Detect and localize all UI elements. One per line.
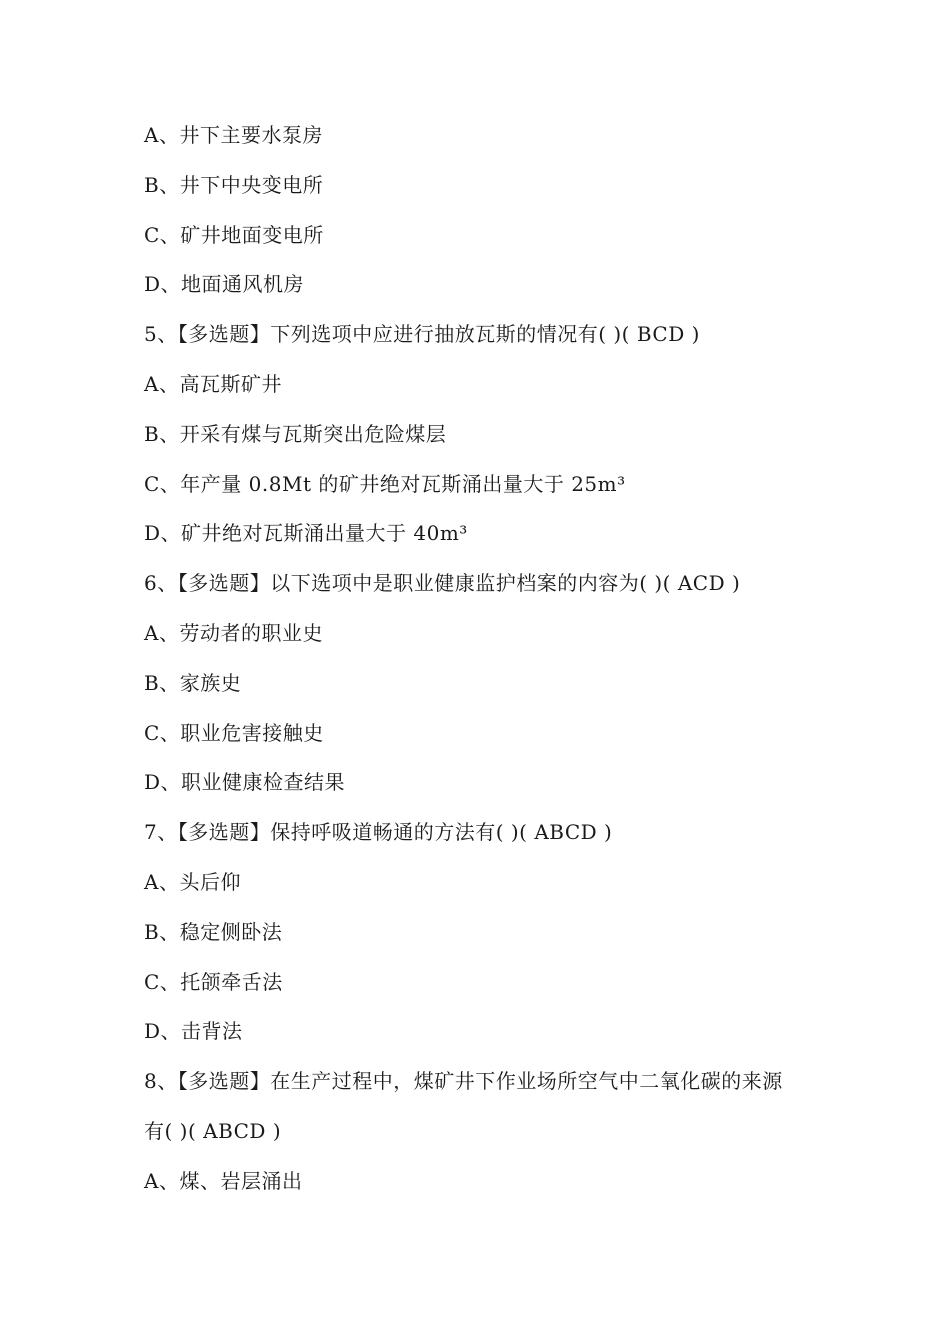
- option-line: B、井下中央变电所: [144, 172, 324, 197]
- option-line: B、稳定侧卧法: [144, 919, 283, 944]
- question-stem: 7、【多选题】保持呼吸道畅通的方法有( )( ABCD ): [144, 820, 613, 845]
- option-line: C、年产量 0.8Mt 的矿井绝对瓦斯涌出量大于 25m³: [144, 471, 626, 496]
- option-line: A、井下主要水泵房: [144, 123, 323, 147]
- option-line: A、煤、岩层涌出: [144, 1168, 303, 1193]
- question-stem: 5、【多选题】下列选项中应进行抽放瓦斯的情况有( )( BCD ): [144, 322, 700, 347]
- option-line: A、劳动者的职业史: [144, 620, 323, 645]
- option-line: A、高瓦斯矿井: [144, 371, 282, 396]
- option-line: C、职业危害接触史: [144, 720, 324, 745]
- option-line: A、头后仰: [144, 869, 241, 894]
- option-line: C、矿井地面变电所: [144, 222, 324, 247]
- question-stem-continuation: 有( )( ABCD ): [144, 1118, 282, 1143]
- option-line: D、矿井绝对瓦斯涌出量大于 40m³: [144, 521, 468, 546]
- question-stem: 8、【多选题】在生产过程中，煤矿井下作业场所空气中二氧化碳的来源: [144, 1069, 783, 1094]
- option-line: D、击背法: [144, 1019, 243, 1044]
- option-line: B、家族史: [144, 670, 242, 695]
- question-list: [144, 111, 844, 1207]
- option-line: B、开采有煤与瓦斯突出危险煤层: [144, 421, 447, 446]
- question-stem: 6、【多选题】以下选项中是职业健康监护档案的内容为( )( ACD ): [144, 571, 741, 596]
- option-line: D、地面通风机房: [144, 272, 305, 297]
- option-line: C、托颌牵舌法: [144, 969, 283, 994]
- option-line: D、职业健康检查结果: [144, 770, 346, 795]
